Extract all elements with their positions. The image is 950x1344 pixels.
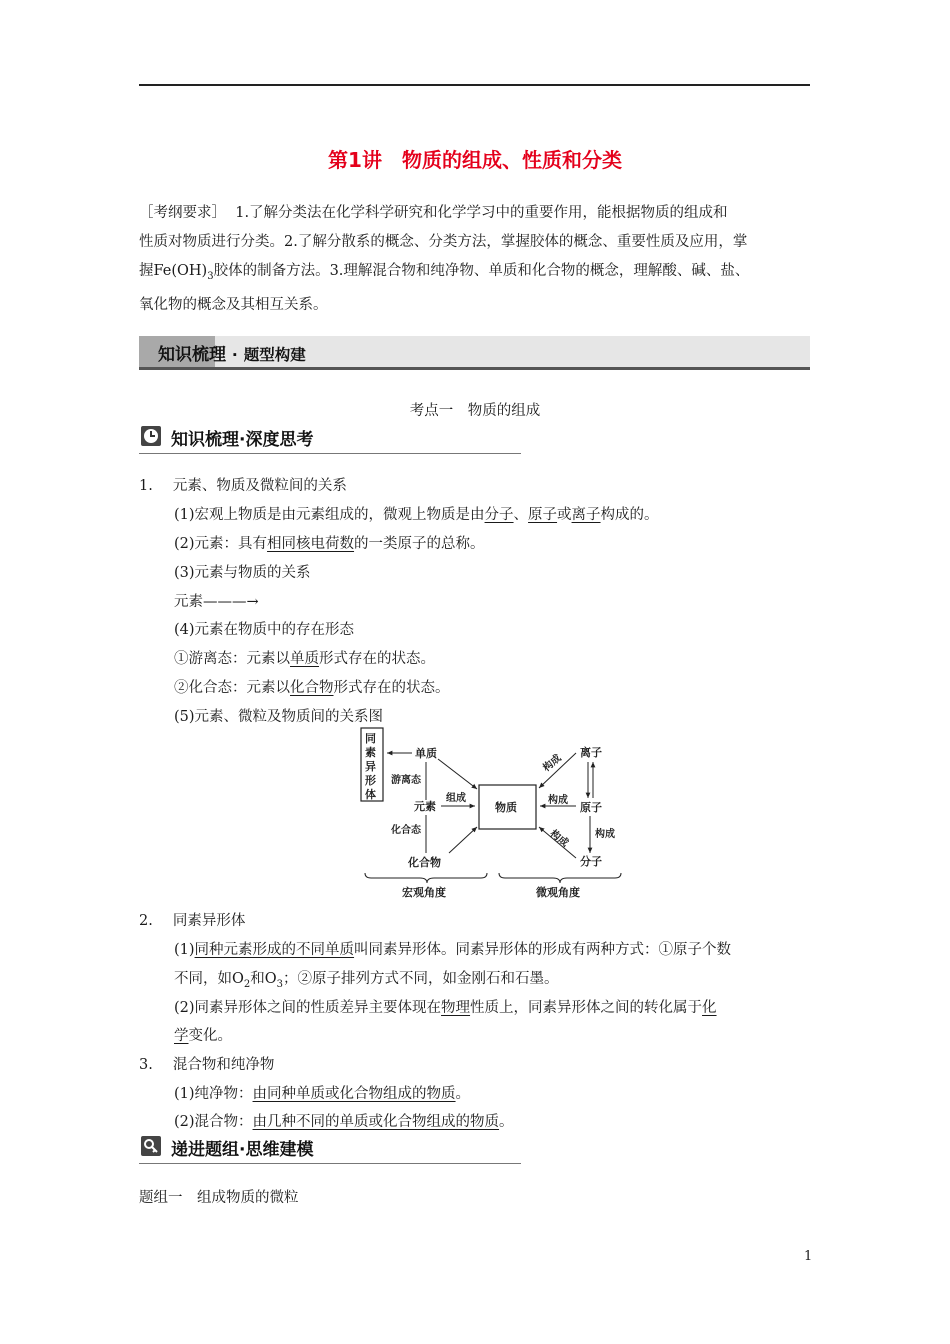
text: 变化。 — [188, 1028, 232, 1044]
item-1-number: 1. — [139, 478, 153, 494]
kaodian-heading: 考点一 物质的组成 — [409, 403, 541, 419]
allotrope-char: 同 — [365, 732, 376, 745]
item-2-line-4 — [174, 1024, 232, 1045]
requirements-paragraph — [139, 199, 811, 320]
item-2-line-3 — [174, 996, 717, 1017]
requirements-line-2: 性质对物质进行分类。2.了解分散系的概念、分类方法，掌握胶体的概念、重要性质及应用，掌 — [139, 234, 748, 250]
item-1-line-8: (5)元素、微粒及物质间的关系图 — [174, 709, 384, 725]
item-1-heading — [139, 474, 347, 495]
allotrope-char: 体 — [365, 788, 376, 801]
item-1-line-4: 元素———→ — [174, 594, 259, 610]
allotrope-char: 素 — [365, 746, 376, 759]
header-rule — [139, 84, 810, 86]
requirements-line-3-sub: 3 — [207, 270, 214, 282]
answer-huahewu: 化合物 — [290, 680, 334, 696]
label-zucheng: 组成 — [446, 793, 466, 804]
item-1-line-5: (4)元素在物质中的存在形态 — [174, 622, 355, 638]
section-band — [139, 336, 810, 370]
text: (2)混合物： — [174, 1114, 253, 1130]
band-heading-main: 知识梳理 — [158, 345, 226, 365]
label-goucheng-mid: 构成 — [548, 795, 568, 806]
item-3-line-2 — [174, 1110, 514, 1131]
label-yuanzi: 原子 — [580, 801, 602, 814]
band-heading-dot: · — [231, 346, 238, 364]
text: 形式存在的状态。 — [333, 680, 450, 696]
text: ②化合态：元素以 — [174, 680, 290, 696]
text: 构成的。 — [600, 507, 659, 523]
item-1-line-6 — [174, 647, 435, 668]
band-heading — [158, 340, 306, 365]
allotrope-char: 异 — [365, 760, 376, 773]
section-practice-header — [139, 1133, 521, 1164]
text: (1)宏观上物质是由元素组成的，微观上物质是由 — [174, 507, 485, 523]
brace-micro — [499, 873, 621, 883]
clock-icon — [141, 426, 161, 446]
label-fenzi: 分子 — [580, 855, 602, 868]
page-title: 第1讲 物质的组成、性质和分类 — [328, 148, 622, 172]
answer-mixture: 由几种不同的单质或化合物组成的物质 — [252, 1114, 500, 1130]
text: 、 — [513, 507, 529, 523]
text: (1) — [174, 942, 195, 958]
text: 和O — [250, 971, 277, 987]
item-3-number: 3. — [139, 1057, 153, 1073]
label-goucheng-right: 构成 — [595, 829, 615, 840]
text: 。 — [499, 1114, 514, 1130]
answer-physical: 物理 — [441, 1000, 471, 1016]
answer-fenzi: 分子 — [484, 507, 514, 523]
key-icon — [141, 1136, 161, 1156]
allotrope-char: 形 — [365, 774, 376, 787]
requirements-tag: ［考纲要求］ — [139, 205, 226, 221]
item-1-line-3: (3)元素与物质的关系 — [174, 565, 311, 581]
text: (1)纯净物： — [174, 1086, 253, 1102]
label-micro: 微观角度 — [536, 886, 580, 899]
label-lizi: 离子 — [580, 746, 602, 759]
text: ①游离态：元素以 — [174, 651, 290, 667]
text: 或 — [557, 507, 572, 523]
arrow-huahewu-to-wuzhi — [449, 827, 477, 853]
item-2-heading — [139, 909, 245, 930]
answer-chemical-part1: 化 — [702, 1000, 717, 1016]
label-youlitai: 游离态 — [391, 775, 421, 786]
answer-pure-substance: 由同种单质或化合物组成的物质 — [252, 1086, 456, 1102]
text: 叫同素异形体。同素异形体的形成有两种方式：①原子个数 — [354, 942, 732, 958]
section-practice-title: 递进题组·思维建模 — [171, 1140, 314, 1160]
requirements-line-3b: 胶体的制备方法。3.理解混合物和纯净物、单质和化合物的概念，理解酸、碱、盐、 — [213, 263, 750, 279]
answer-danzhi: 单质 — [290, 651, 319, 667]
label-danzhi: 单质 — [415, 747, 437, 760]
subscript: 3 — [276, 978, 284, 990]
requirements-line-3a: 握Fe(OH) — [139, 263, 208, 279]
label-goucheng-top: 构成 — [541, 752, 564, 775]
item-1-title: 元素、物质及微粒间的关系 — [172, 478, 347, 494]
tizu-heading: 题组一 组成物质的微粒 — [139, 1190, 299, 1206]
answer-nuclear-charge: 相同核电荷数 — [267, 536, 355, 552]
text: ；②原子排列方式不同，如金刚石和石墨。 — [283, 971, 559, 987]
arrow-danzhi-to-wuzhi — [438, 759, 477, 789]
label-yuansu: 元素 — [414, 800, 436, 813]
answer-allotrope-def: 同种元素形成的不同单质 — [194, 942, 355, 958]
item-3-title: 混合物和纯净物 — [172, 1057, 275, 1073]
label-goucheng-bottom: 构成 — [547, 828, 571, 850]
section-knowledge-header — [139, 423, 521, 454]
item-2-line-2 — [174, 967, 559, 990]
item-2-title: 同素异形体 — [172, 913, 246, 929]
page-number: 1 — [804, 1249, 813, 1264]
relationship-diagram — [355, 725, 630, 900]
label-wuzhi: 物质 — [495, 801, 517, 814]
answer-chemical-part2: 学 — [174, 1028, 189, 1044]
text: 性质上，同素异形体之间的转化属于 — [470, 1000, 703, 1016]
label-macro: 宏观角度 — [402, 886, 446, 899]
requirements-line-4: 氧化物的概念及其相互关系。 — [139, 296, 328, 313]
text: (2)元素：具有 — [174, 536, 268, 552]
text: 的一类原子的总称。 — [354, 536, 485, 552]
answer-lizi: 离子 — [571, 507, 601, 523]
item-2-line-1 — [174, 938, 731, 959]
item-1-line-7 — [174, 676, 450, 697]
label-huahewu: 化合物 — [408, 856, 441, 869]
text: 不同，如O — [174, 971, 244, 987]
answer-yuanzi: 原子 — [528, 507, 558, 523]
text: (2)同素异形体之间的性质差异主要体现在 — [174, 1000, 442, 1016]
text: 形式存在的状态。 — [319, 651, 435, 667]
brace-macro — [365, 873, 487, 883]
item-2-number: 2. — [139, 913, 153, 929]
item-1-line-1 — [174, 503, 659, 524]
section-knowledge-title: 知识梳理·深度思考 — [171, 430, 314, 450]
band-heading-sub: 题型构建 — [243, 346, 306, 364]
item-1-line-2 — [174, 532, 485, 553]
text: 。 — [455, 1086, 471, 1102]
requirements-line-1: 1.了解分类法在化学科学研究和化学学习中的重要作用，能根据物质的组成和 — [235, 205, 728, 221]
subscript: 2 — [243, 978, 251, 990]
label-huahetai: 化合态 — [391, 825, 421, 836]
item-3-line-1 — [174, 1082, 470, 1103]
item-3-heading — [139, 1053, 274, 1074]
